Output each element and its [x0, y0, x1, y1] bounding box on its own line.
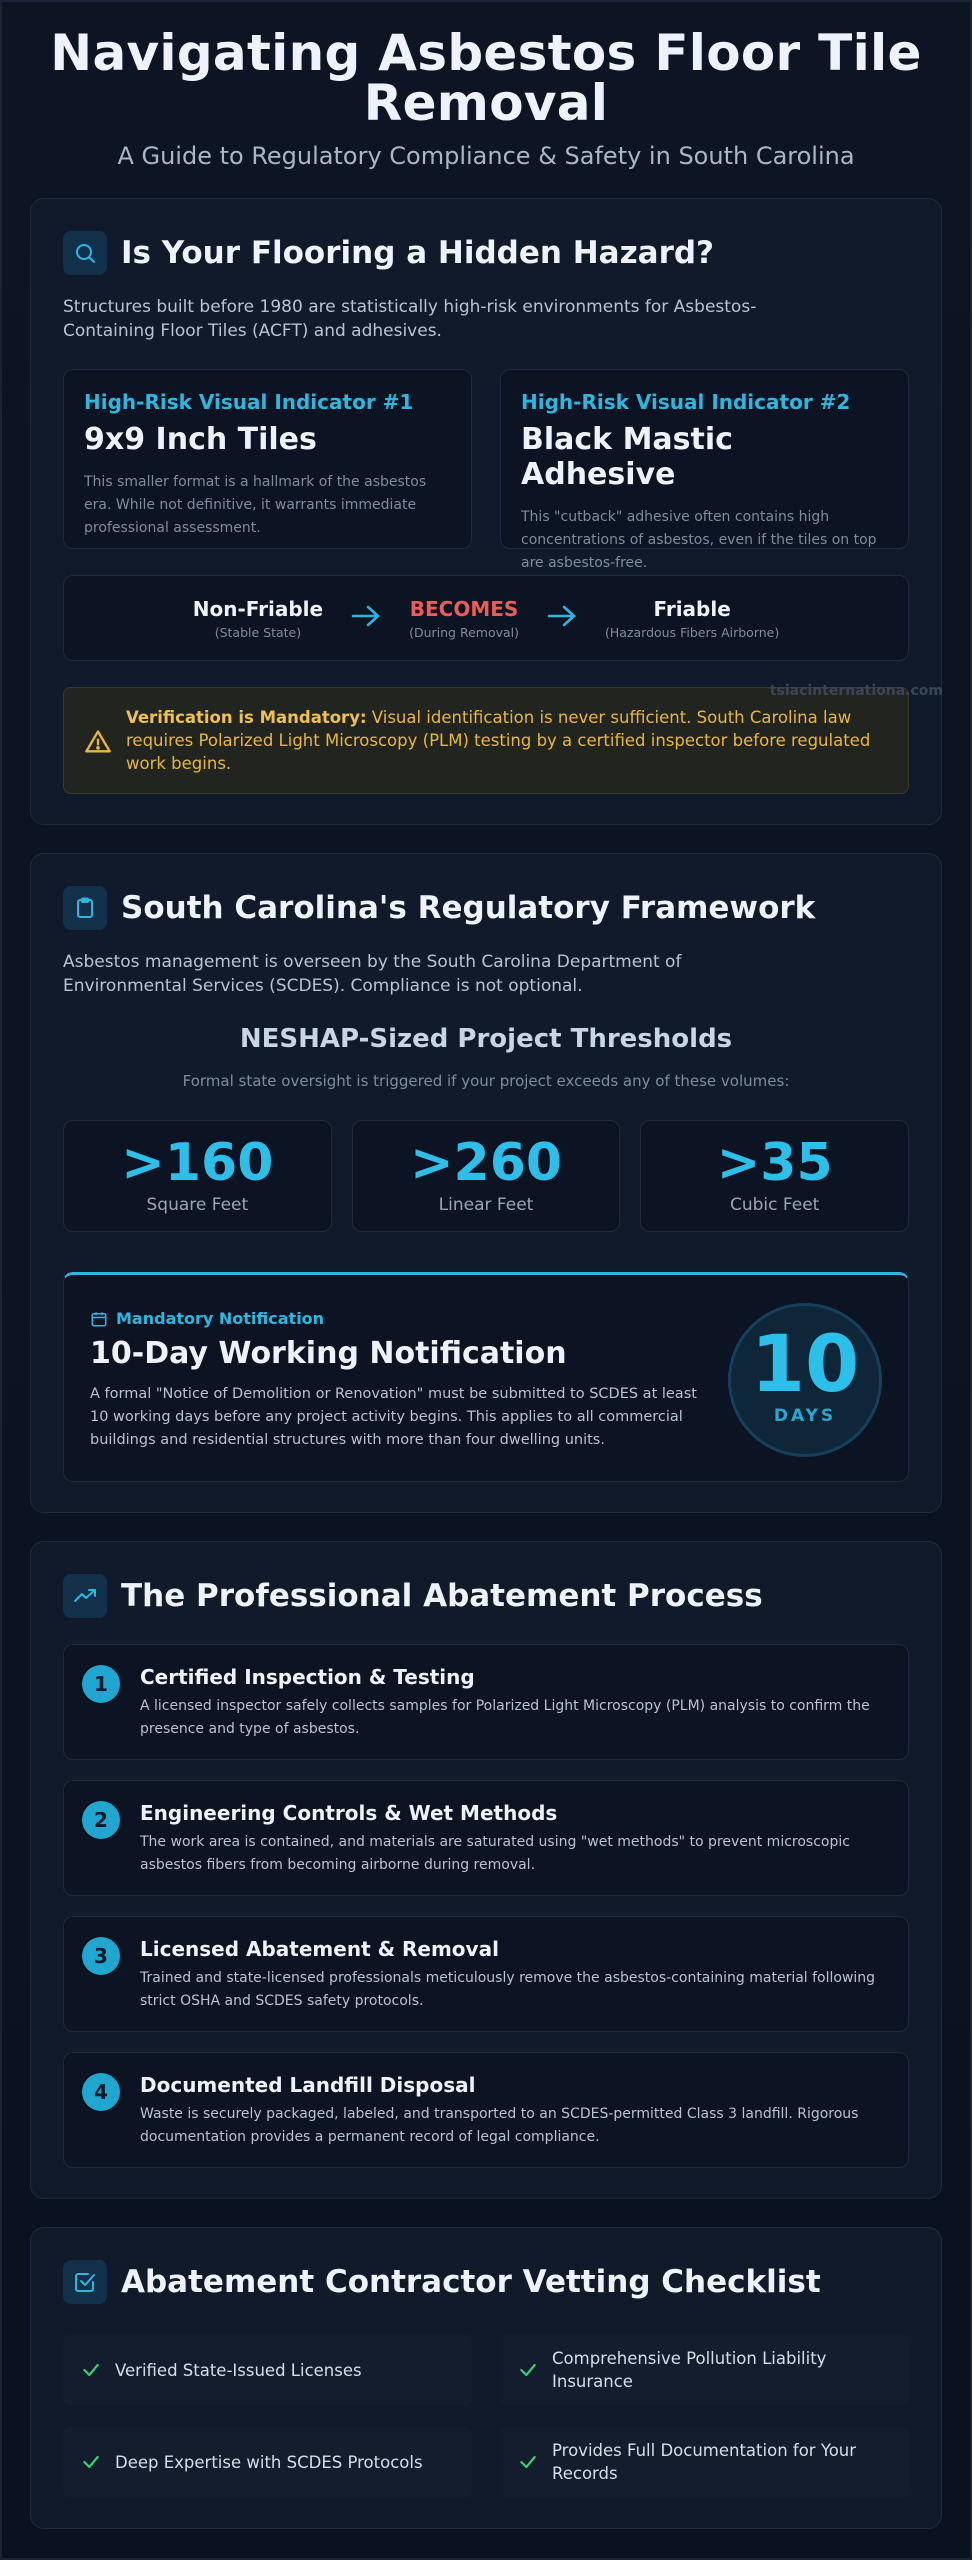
checklist-item	[500, 2334, 909, 2406]
check-icon	[81, 2452, 101, 2472]
flow-stage-sub: (Hazardous Fibers Airborne)	[605, 624, 780, 640]
process-step	[63, 2052, 909, 2168]
process-step	[63, 1644, 909, 1760]
days-label: DAYS	[773, 1406, 837, 1426]
thresholds-title: NESHAP-Sized Project Thresholds	[239, 1024, 733, 1054]
indicator-kicker: High-Risk Visual Indicator #2	[521, 390, 851, 414]
indicator-text: This smaller format is a hallmark of the asbestos era. While not definitive, it warrants immediate professional assessment.	[84, 474, 427, 536]
checklist-item-text: Provides Full Documentation for Your Records	[552, 2441, 857, 2483]
checklist-header	[63, 2260, 909, 2304]
threshold-stats	[63, 1120, 909, 1232]
step-text: The work area is contained, and materials are saturated using "wet methods" to prevent microscopic asbestos fibers from becoming airborne during removal.	[140, 1834, 850, 1873]
process-header	[63, 1574, 909, 1618]
notification-card	[63, 1272, 909, 1482]
stat-unit: Square Feet	[146, 1195, 249, 1215]
watermark: tsiacinternationa.com	[769, 683, 943, 699]
warning-bold: Verification is Mandatory:	[126, 708, 367, 727]
hazard-section	[30, 198, 942, 825]
page-subtitle: A Guide to Regulatory Compliance & Safety in South Carolina	[117, 142, 855, 170]
process-step	[63, 1780, 909, 1896]
search-icon	[63, 231, 107, 275]
step-body	[140, 2073, 890, 2147]
arrow-right-icon	[545, 602, 579, 634]
checklist-item-text: Verified State-Issued Licenses	[115, 2360, 362, 2380]
stat-value: >260	[409, 1133, 563, 1193]
process-steps	[63, 1644, 909, 2168]
step-title: Documented Landfill Disposal	[140, 2073, 476, 2097]
regulatory-header	[63, 886, 909, 930]
step-text: Trained and state-licensed professionals meticulously remove the asbestos-containing material following strict OSHA and SCDES safety protocols.	[140, 1970, 876, 2009]
flow-stage-title: BECOMES	[409, 596, 519, 621]
checklist-item-text: Comprehensive Pollution Liability Insurance	[552, 2349, 827, 2391]
step-body	[140, 1801, 890, 1875]
thresholds-subtitle: Formal state oversight is triggered if your project exceeds any of these volumes:	[182, 1072, 790, 1090]
calendar-icon	[90, 1310, 108, 1328]
flow-stage-sub: (Stable State)	[214, 624, 302, 640]
hazard-title: Is Your Flooring a Hidden Hazard?	[121, 235, 715, 271]
hazard-header	[63, 231, 909, 275]
checklist-section	[30, 2227, 942, 2529]
warning-text	[126, 706, 886, 775]
process-section	[30, 1541, 942, 2199]
hazard-intro: Structures built before 1980 are statistically high-risk environments for Asbestos-Containing Floor Tiles (ACFT) and adhesives.	[63, 297, 757, 341]
step-number: 2	[82, 1801, 120, 1839]
stat-unit: Cubic Feet	[730, 1195, 820, 1215]
notification-heading: 10-Day Working Notification	[90, 1336, 567, 1371]
flow-stage-non-friable	[193, 597, 323, 640]
stat-value: >35	[716, 1133, 833, 1193]
page-title: Navigating Asbestos Floor Tile Removal	[50, 24, 922, 132]
flow-stage-title: Friable	[653, 596, 731, 621]
clipboard-icon	[63, 886, 107, 930]
indicator-heading: Black Mastic Adhesive	[521, 422, 733, 492]
checklist-grid	[63, 2334, 909, 2498]
friability-flow	[63, 575, 909, 661]
notification-text: A formal "Notice of Demolition or Renovation" must be submitted to SCDES at least 10 working days before any project activity begins. This applies to all commercial buildings and residential structures with more than four dwelling units.	[90, 1386, 697, 1448]
check-icon	[518, 2452, 538, 2472]
warning-triangle-icon	[84, 728, 112, 756]
hero	[30, 24, 942, 170]
checkbox-icon	[63, 2260, 107, 2304]
step-title: Certified Inspection & Testing	[140, 1665, 475, 1689]
stat-card-cubic-feet	[640, 1120, 909, 1232]
days-badge	[728, 1303, 882, 1457]
checklist-item	[500, 2426, 909, 2498]
process-title: The Professional Abatement Process	[121, 1578, 763, 1614]
checklist-item-text: Deep Expertise with SCDES Protocols	[115, 2452, 423, 2472]
step-number: 3	[82, 1937, 120, 1975]
flow-stage-becomes	[409, 597, 519, 640]
step-text: Waste is securely packaged, labeled, and transported to an SCDES-permitted Class 3 landfill. Rigorous documentation provides a permanent record of legal compliance.	[140, 2106, 859, 2145]
indicator-card	[63, 369, 472, 549]
step-body	[140, 1937, 890, 2011]
stat-card-linear-feet	[352, 1120, 621, 1232]
step-number: 4	[82, 2073, 120, 2111]
indicator-grid	[63, 369, 909, 571]
check-icon	[518, 2360, 538, 2380]
indicator-heading: 9x9 Inch Tiles	[84, 422, 317, 457]
check-icon	[81, 2360, 101, 2380]
stat-value: >160	[121, 1133, 274, 1193]
step-text: A licensed inspector safely collects samples for Polarized Light Microscopy (PLM) analysis to confirm the presence and type of asbestos.	[140, 1698, 870, 1737]
indicator-card	[500, 369, 909, 571]
verification-warning	[63, 687, 909, 794]
step-title: Engineering Controls & Wet Methods	[140, 1801, 558, 1825]
flow-stage-title: Non-Friable	[192, 596, 324, 621]
arrow-right-icon	[349, 602, 383, 634]
checklist-title: Abatement Contractor Vetting Checklist	[121, 2264, 821, 2300]
step-body	[140, 1665, 890, 1739]
checklist-item	[63, 2426, 472, 2498]
flow-stage-sub: (During Removal)	[409, 624, 520, 640]
checklist-item	[63, 2334, 472, 2406]
notification-label-text: Mandatory Notification	[116, 1309, 325, 1328]
warning-body: Visual identification is never sufficient. South Carolina law requires Polarized Light Microscopy (PLM) testing by a certified inspector before regulated work begins.	[126, 708, 871, 773]
flow-stage-friable	[605, 597, 779, 640]
step-number: 1	[82, 1665, 120, 1703]
warning-wrapper	[63, 683, 943, 794]
trending-up-icon	[63, 1574, 107, 1618]
stat-unit: Linear Feet	[438, 1195, 534, 1215]
indicator-text: This "cutback" adhesive often contains high concentrations of asbestos, even if the tiles on top are asbestos-free.	[521, 509, 877, 571]
regulatory-title: South Carolina's Regulatory Framework	[121, 890, 816, 926]
indicator-kicker: High-Risk Visual Indicator #1	[84, 390, 414, 414]
days-number: 10	[750, 1320, 860, 1410]
regulatory-intro: Asbestos management is overseen by the South Carolina Department of Environmental Services (SCDES). Compliance is not optional.	[63, 952, 682, 996]
stat-card-square-feet	[63, 1120, 332, 1232]
process-step	[63, 1916, 909, 2032]
regulatory-section	[30, 853, 942, 1513]
step-title: Licensed Abatement & Removal	[140, 1937, 499, 1961]
